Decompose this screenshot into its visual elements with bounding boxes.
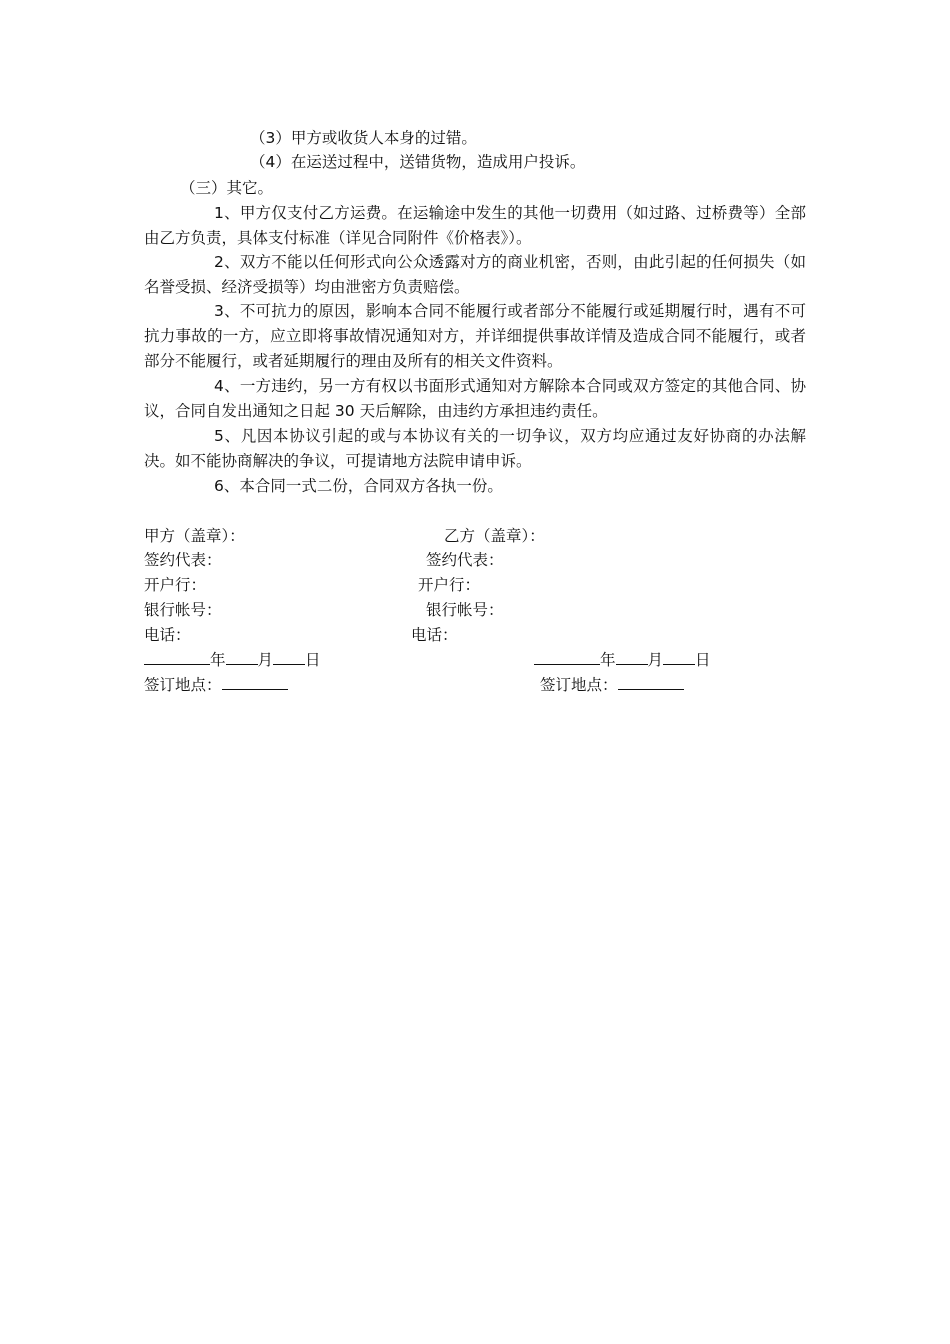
clause-2: 2、双方不能以任何形式向公众透露对方的商业机密，否则，由此引起的任何损失（如名誉受损、经济受损等）均由泄密方负责赔偿。: [144, 253, 806, 296]
party-b-date: 年 月 日: [534, 650, 711, 670]
month-blank: [616, 650, 648, 665]
clause-4: 4、一方违约，另一方有权以书面形式通知对方解除本合同或双方签定的其他合同、协议，合同自发出通知之日起 30 天后解除，由违约方承担违约责任。: [144, 377, 806, 420]
party-b-bank: 开户行：: [418, 576, 481, 594]
item-4: （4）在运送过程中，送错货物，造成用户投诉。: [250, 153, 586, 171]
place-blank: [222, 675, 288, 690]
party-a-bank: 开户行：: [144, 576, 207, 594]
party-b-rep: 签约代表：: [426, 551, 504, 569]
item-3: （3）甲方或收货人本身的过错。: [250, 129, 477, 147]
place-blank: [618, 675, 684, 690]
party-b-seal: 乙方（盖章）：: [444, 527, 545, 545]
clause-1: 1、甲方仅支付乙方运费。在运输途中发生的其他一切费用（如过路、过桥费等）全部由乙方负责，具体支付标准（详见合同附件《价格表》）。: [144, 204, 806, 247]
day-blank: [273, 650, 305, 665]
clause-6: 6、本合同一式二份，合同双方各执一份。: [214, 477, 503, 495]
party-b-phone: 电话：: [411, 626, 458, 644]
party-b-place: 签订地点：: [540, 675, 684, 695]
party-a-phone: 电话：: [144, 626, 191, 644]
day-blank: [663, 650, 695, 665]
party-a-account: 银行帐号：: [144, 601, 222, 619]
year-blank: [144, 650, 210, 665]
party-a-rep: 签约代表：: [144, 551, 222, 569]
clause-5: 5、凡因本协议引起的或与本协议有关的一切争议，双方均应通过友好协商的办法解决。如不能协商解决的争议，可提请地方法院申请申诉。: [144, 427, 806, 470]
party-a-seal: 甲方（盖章）：: [144, 527, 245, 545]
party-a-date: 年 月 日: [144, 650, 321, 670]
section-heading: （三）其它。: [180, 179, 274, 197]
party-b-account: 银行帐号：: [426, 601, 504, 619]
party-a-place: 签订地点：: [144, 675, 288, 695]
year-blank: [534, 650, 600, 665]
month-blank: [226, 650, 258, 665]
clause-3: 3、不可抗力的原因，影响本合同不能履行或者部分不能履行或延期履行时，遇有不可抗力事故的一方，应立即将事故情况通知对方，并详细提供事故详情及造成合同不能履行，或者部分不能履行，或者延期履行的理由及所有的相关文件资料。: [144, 302, 806, 370]
